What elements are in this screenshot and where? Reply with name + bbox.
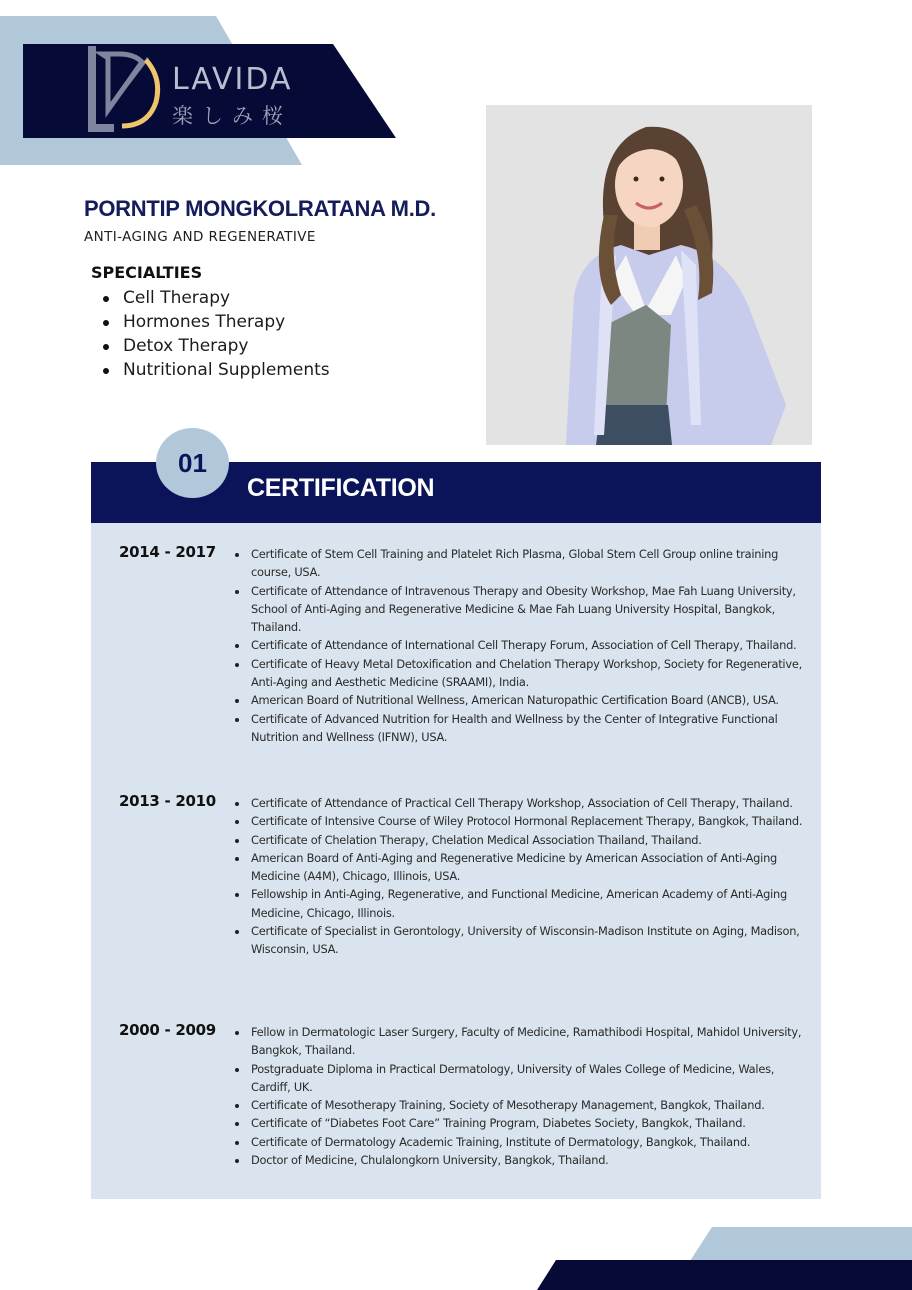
- certificate-list: [251, 794, 811, 959]
- certificate-item: Certificate of Heavy Metal Detoxification and Chelation Therapy Workshop, Society for Regenerative, Anti-Aging and Aesthetic Medicine (SRAAMI), India.: [251, 655, 811, 692]
- certificate-list: [251, 545, 811, 746]
- doctor-name: PORNTIP MONGKOLRATANA M.D.: [84, 196, 436, 221]
- specialties-list: [100, 286, 330, 382]
- certificate-item: Certificate of Chelation Therapy, Chelation Medical Association Thailand, Thailand.: [251, 831, 811, 849]
- certificate-item: Postgraduate Diploma in Practical Dermatology, University of Wales College of Medicine, Wales, Cardiff, UK.: [251, 1060, 811, 1097]
- certificate-item: American Board of Anti-Aging and Regenerative Medicine by American Association of Anti-Aging Medicine (A4M), Chicago, Illinois, USA.: [251, 849, 811, 886]
- section-number-badge: 01: [156, 428, 229, 498]
- certificate-item: Certificate of Mesotherapy Training, Society of Mesotherapy Management, Bangkok, Thailand.: [251, 1096, 811, 1114]
- certificate-list: [251, 1023, 811, 1169]
- specialties-heading: SPECIALTIES: [91, 263, 203, 282]
- certificate-item: Certificate of Intensive Course of Wiley Protocol Hormonal Replacement Therapy, Bangkok, Thailand.: [251, 812, 811, 830]
- specialty-item: Nutritional Supplements: [100, 358, 330, 382]
- certificate-item: Certificate of Stem Cell Training and Platelet Rich Plasma, Global Stem Cell Group online training course, USA.: [251, 545, 811, 582]
- certificate-item: Certificate of Dermatology Academic Training, Institute of Dermatology, Bangkok, Thailand.: [251, 1133, 811, 1151]
- certificate-item: Certificate of Attendance of International Cell Therapy Forum, Association of Cell Therapy, Thailand.: [251, 636, 811, 654]
- brand-name: LAVIDA: [172, 62, 293, 97]
- period-label: 2013 - 2010: [119, 792, 216, 810]
- certificate-item: Certificate of “Diabetes Foot Care” Training Program, Diabetes Society, Bangkok, Thailand.: [251, 1114, 811, 1132]
- specialty-item: Cell Therapy: [100, 286, 330, 310]
- lavida-logo-mark-icon: [86, 44, 162, 132]
- period-label: 2000 - 2009: [119, 1021, 216, 1039]
- certificate-item: Fellow in Dermatologic Laser Surgery, Faculty of Medicine, Ramathibodi Hospital, Mahidol University, Bangkok, Thailand.: [251, 1023, 811, 1060]
- certificate-item: Certificate of Advanced Nutrition for Health and Wellness by the Center of Integrative Functional Nutrition and Wellness (IFNW), USA.: [251, 710, 811, 747]
- certificate-item: Doctor of Medicine, Chulalongkorn University, Bangkok, Thailand.: [251, 1151, 811, 1169]
- doctor-photo: [486, 105, 812, 445]
- certificate-item: Certificate of Attendance of Intravenous Therapy and Obesity Workshop, Mae Fah Luang University, School of Anti-Aging and Regenerative Medicine & Mae Fah Luang University Hospital, Bangkok, Thailand.: [251, 582, 811, 637]
- certificate-item: Certificate of Attendance of Practical Cell Therapy Workshop, Association of Cell Therapy, Thailand.: [251, 794, 811, 812]
- footer-banner-shape: [537, 1260, 912, 1290]
- specialty-item: Hormones Therapy: [100, 310, 330, 334]
- brand-japanese-name: 楽しみ桜: [172, 104, 292, 128]
- portrait-illustration: [486, 105, 812, 445]
- certificate-item: Certificate of Specialist in Gerontology, University of Wisconsin-Madison Institute on Aging, Madison, Wisconsin, USA.: [251, 922, 811, 959]
- doctor-field: ANTI-AGING AND REGENERATIVE: [84, 229, 316, 245]
- section-title: CERTIFICATION: [247, 474, 435, 502]
- certificate-item: American Board of Nutritional Wellness, American Naturopathic Certification Board (ANCB), USA.: [251, 691, 811, 709]
- certification-panel: [91, 523, 821, 1199]
- specialty-item: Detox Therapy: [100, 334, 330, 358]
- certificate-item: Fellowship in Anti-Aging, Regenerative, and Functional Medicine, American Academy of Anti-Aging Medicine, Chicago, Illinois.: [251, 885, 811, 922]
- footer-accent-shape: [690, 1227, 912, 1261]
- period-label: 2014 - 2017: [119, 543, 216, 561]
